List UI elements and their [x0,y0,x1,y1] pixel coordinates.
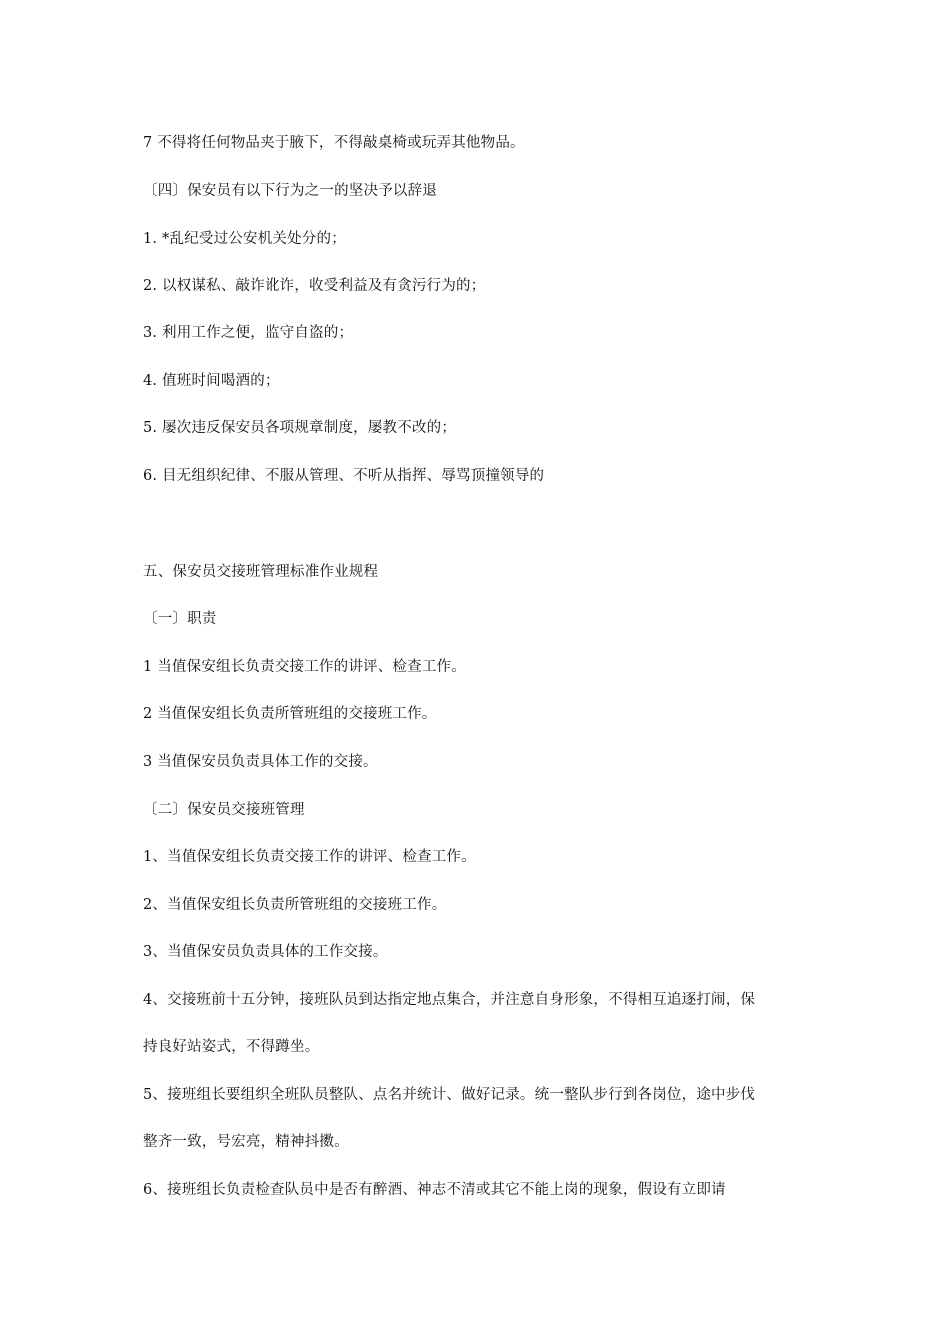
list-item-continued: 持良好站姿式，不得蹲坐。 [143,1039,320,1055]
list-item: 5、接班组长要组织全班队员整队、点名并统计、做好记录。统一整队步行到各岗位，途中步伐 [143,1087,756,1103]
chapter-heading: 五、保安员交接班管理标准作业规程 [143,564,379,580]
section-heading: 〔一〕职责 [143,611,217,627]
list-item: 2、当值保安组长负责所管班组的交接班工作。 [143,897,447,913]
section-heading: 〔二〕保安员交接班管理 [143,802,305,818]
list-item: 1 当值保安组长负责交接工作的讲评、检查工作。 [143,659,466,675]
list-item: 4. 值班时间喝酒的； [143,373,280,389]
list-item: 4、交接班前十五分钟，接班队员到达指定地点集合，并注意自身形象，不得相互追逐打闹，保 [143,992,756,1008]
text-line: 7 不得将任何物品夹于腋下，不得敲桌椅或玩弄其他物品。 [143,135,525,151]
list-item: 2 当值保安组长负责所管班组的交接班工作。 [143,706,437,722]
list-item: 6. 目无组织纪律、不服从管理、不听从指挥、辱骂顶撞领导的 [143,468,545,484]
list-item: 3、当值保安员负责具体的工作交接。 [143,944,388,960]
section-heading: 〔四〕保安员有以下行为之一的坚决予以辞退 [143,183,437,199]
list-item: 1. *乱纪受过公安机关处分的； [143,231,346,247]
list-item: 6、接班组长负责检查队员中是否有醉酒、神志不清或其它不能上岗的现象，假设有立即请 [143,1182,726,1198]
list-item: 1、当值保安组长负责交接工作的讲评、检查工作。 [143,849,476,865]
list-item: 3. 利用工作之便，监守自盗的； [143,325,354,341]
list-item: 2. 以权谋私、敲诈讹诈，收受利益及有贪污行为的； [143,278,486,294]
list-item-continued: 整齐一致，号宏亮，精神抖擞。 [143,1134,349,1150]
list-item: 3 当值保安员负责具体工作的交接。 [143,754,378,770]
list-item: 5. 屡次违反保安员各项规章制度，屡教不改的； [143,420,457,436]
